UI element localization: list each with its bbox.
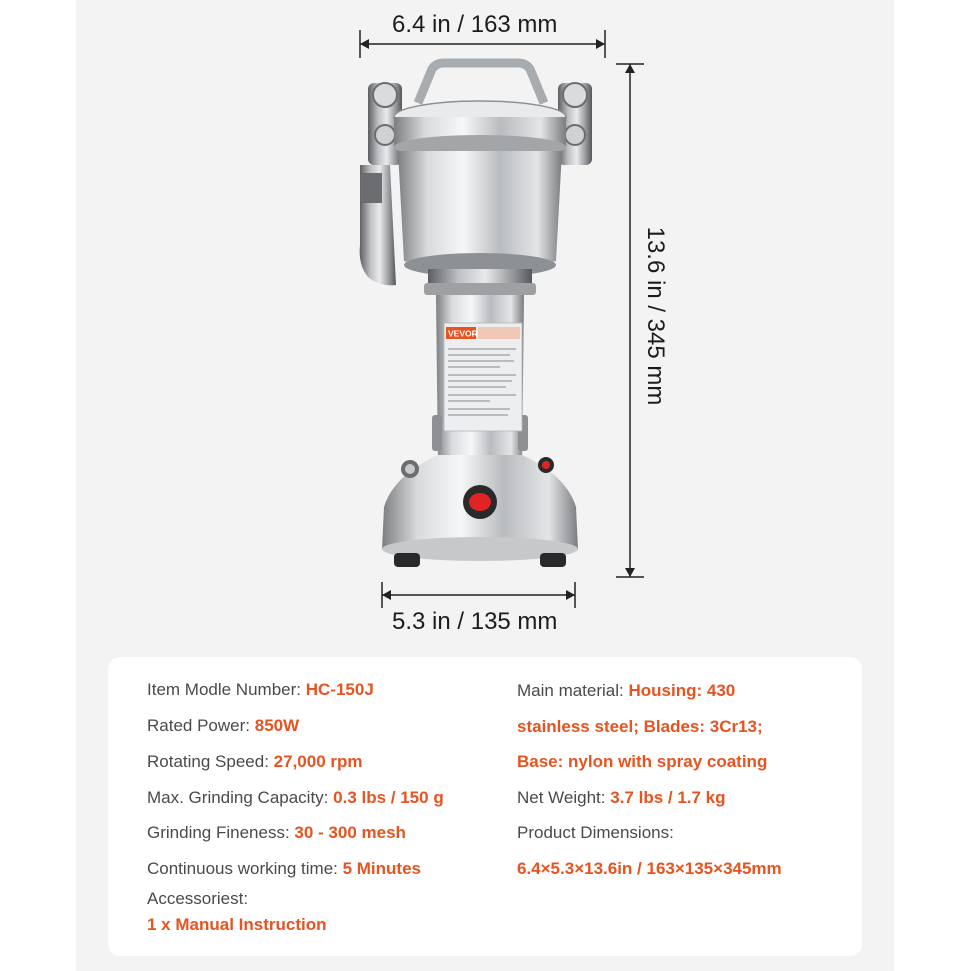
brand-logo: VEVOR — [448, 328, 478, 339]
spec-accessories-label: Accessoriest: — [147, 889, 249, 908]
spec-item-model: Item Modle Number: HC-150J — [147, 680, 374, 699]
height-dimension-label: 13.6 in / 345 mm — [642, 226, 669, 406]
depth-dimension-label: 5.3 in / 135 mm — [392, 608, 558, 635]
spec-grinding-capacity: Max. Grinding Capacity: 0.3 lbs / 150 g — [147, 788, 444, 807]
depth-dimension-line — [378, 580, 580, 610]
spec-product-dimensions-value: 6.4×5.3×13.6in / 163×135×345mm — [517, 859, 782, 878]
spec-rotating-speed: Rotating Speed: 27,000 rpm — [147, 752, 363, 771]
spec-product-dimensions-label: Product Dimensions: — [517, 823, 674, 842]
spec-material-line2: stainless steel; Blades: 3Cr13; — [517, 717, 763, 736]
spec-grinding-fineness: Grinding Fineness: 30 - 300 mesh — [147, 823, 406, 842]
grinding-jar — [398, 151, 562, 270]
width-dimension-label: 6.4 in / 163 mm — [392, 11, 558, 38]
spec-rated-power: Rated Power: 850W — [147, 716, 300, 735]
lid-handle — [418, 63, 544, 103]
grinder-image — [340, 55, 620, 575]
spec-material-line3: Base: nylon with spray coating — [517, 752, 768, 771]
spec-net-weight: Net Weight: 3.7 lbs / 1.7 kg — [517, 788, 726, 807]
spec-accessories-value: 1 x Manual Instruction — [147, 915, 327, 934]
spec-main-material: Main material: Housing: 430 — [517, 681, 736, 700]
spec-working-time: Continuous working time: 5 Minutes — [147, 859, 421, 878]
